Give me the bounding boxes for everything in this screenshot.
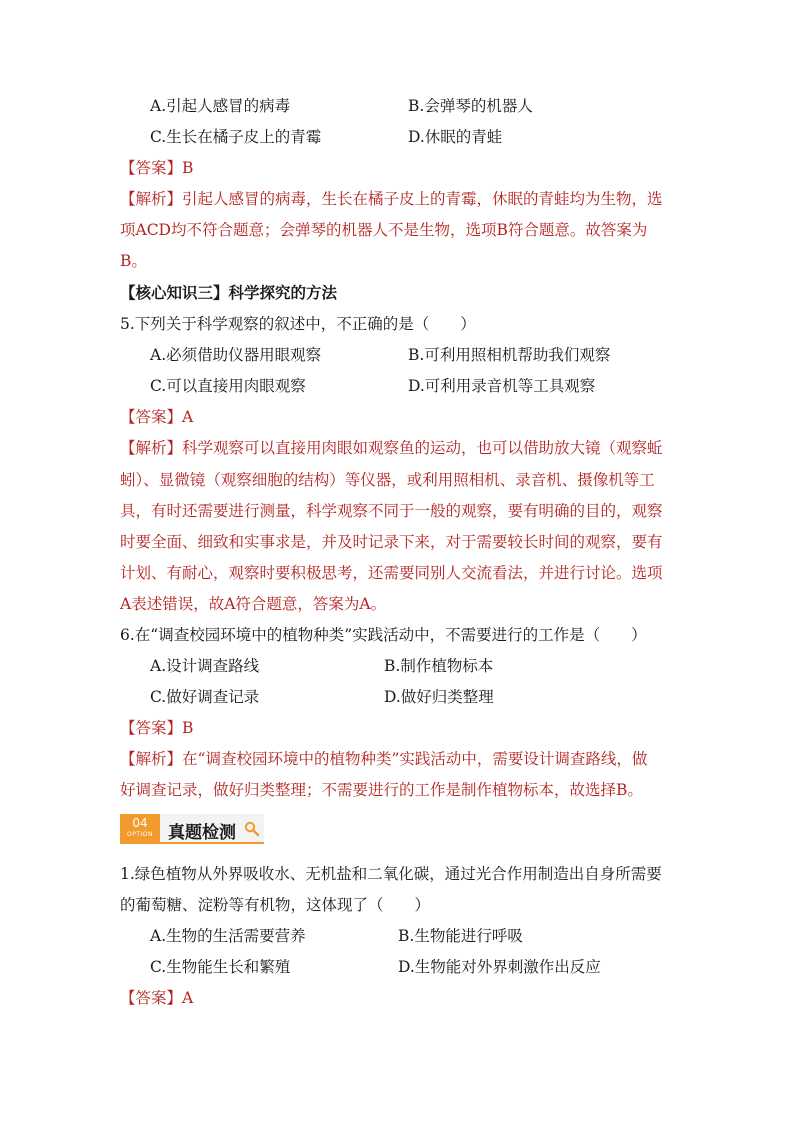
q-prev-analysis-line-2: 项ACD均不符合题意；会弹琴的机器人不是生物，选项B符合题意。故答案为 <box>120 221 648 239</box>
q5-analysis-line-4: 时要全面、细致和实事求是，并及时记录下来，对于需要较长时间的观察，要有 <box>120 533 663 551</box>
q5-analysis-line-1: 【解析】科学观察可以直接用肉眼如观察鱼的运动，也可以借助放大镜（观察蚯 <box>120 439 663 457</box>
answer-value: B <box>182 159 194 177</box>
analysis-label: 【解析】 <box>120 750 183 768</box>
q5-analysis-line-5: 计划、有耐心，观察时要积极思考，还需要同别人交流看法，并进行讨论。选项 <box>120 564 663 582</box>
q-prev-option-a: A.引起人感冒的病毒 <box>150 97 291 115</box>
q5-option-a: A.必须借助仪器用眼观察 <box>150 346 322 364</box>
answer-label: 【答案】 <box>120 989 183 1007</box>
analysis-label: 【解析】 <box>120 190 183 208</box>
q6-option-b: B.制作植物标本 <box>384 657 494 675</box>
section-banner <box>120 814 264 844</box>
banner-small-text: OPTION <box>127 831 153 838</box>
q5-analysis-line-3: 具，有时还需要进行测量，科学观察不同于一般的观察，要有明确的目的，观察 <box>120 502 663 520</box>
q6-stem: 6.在“调查校园环境中的植物种类”实践活动中，不需要进行的工作是（ ） <box>120 626 647 644</box>
banner-title: 真题检测 <box>168 823 236 843</box>
q-prev-option-d: D.休眠的青蛙 <box>408 128 503 146</box>
answer-value: A <box>182 408 194 426</box>
t1-option-d: D.生物能对外界刺激作出反应 <box>398 958 601 976</box>
q6-option-c: C.做好调查记录 <box>150 688 260 706</box>
answer-label: 【答案】 <box>120 408 183 426</box>
q6-option-a: A.设计调查路线 <box>150 657 260 675</box>
q-prev-analysis-line-3: B。 <box>120 252 147 270</box>
q-prev-option-b: B.会弹琴的机器人 <box>408 97 533 115</box>
q5-analysis-line-2: 蚓）、显微镜（观察细胞的结构）等仪器，或利用照相机、录音机、摄像机等工 <box>120 471 655 489</box>
t1-option-a: A.生物的生活需要营养 <box>150 927 306 945</box>
q5-option-c: C.可以直接用肉眼观察 <box>150 377 306 395</box>
q5-stem: 5.下列关于科学观察的叙述中，不正确的是（ ） <box>120 315 476 333</box>
banner-number: 04 <box>132 816 148 830</box>
q5-analysis-line-6: A表述错误，故A符合题意，答案为A。 <box>120 595 387 613</box>
t1-stem-line-2: 的葡萄糖、淀粉等有机物，这体现了（ ） <box>120 896 431 914</box>
q-prev-option-c: C.生长在橘子皮上的青霉 <box>150 128 322 146</box>
q6-option-d: D.做好归类整理 <box>384 688 494 706</box>
answer-value: B <box>182 719 194 737</box>
q6-answer <box>120 718 193 738</box>
q5-option-b: B.可利用照相机帮助我们观察 <box>408 346 611 364</box>
t1-answer <box>120 988 193 1008</box>
section-heading: 【核心知识三】科学探究的方法 <box>120 283 338 302</box>
answer-label: 【答案】 <box>120 159 183 177</box>
answer-label: 【答案】 <box>120 719 183 737</box>
banner-title-box <box>160 814 264 844</box>
q-prev-analysis-line-1: 【解析】引起人感冒的病毒，生长在橘子皮上的青霉，休眠的青蛙均为生物，选 <box>120 190 663 208</box>
t1-stem-line-1: 1.绿色植物从外界吸收水、无机盐和二氧化碳，通过光合作用制造出自身所需要 <box>120 865 662 883</box>
q-prev-answer <box>120 158 193 178</box>
answer-value: A <box>182 989 194 1007</box>
q6-analysis-line-1: 【解析】在“调查校园环境中的植物种类”实践活动中，需要设计调查路线，做 <box>120 750 648 768</box>
t1-option-c: C.生物能生长和繁殖 <box>150 958 291 976</box>
q6-analysis-line-2: 好调查记录，做好归类整理；不需要进行的工作是制作植物标本，故选择B。 <box>120 781 643 799</box>
q5-answer <box>120 407 193 427</box>
q5-option-d: D.可利用录音机等工具观察 <box>408 377 596 395</box>
t1-option-b: B.生物能进行呼吸 <box>398 927 523 945</box>
banner-tab <box>120 814 160 844</box>
analysis-label: 【解析】 <box>120 439 183 457</box>
magnifier-icon <box>244 821 260 837</box>
